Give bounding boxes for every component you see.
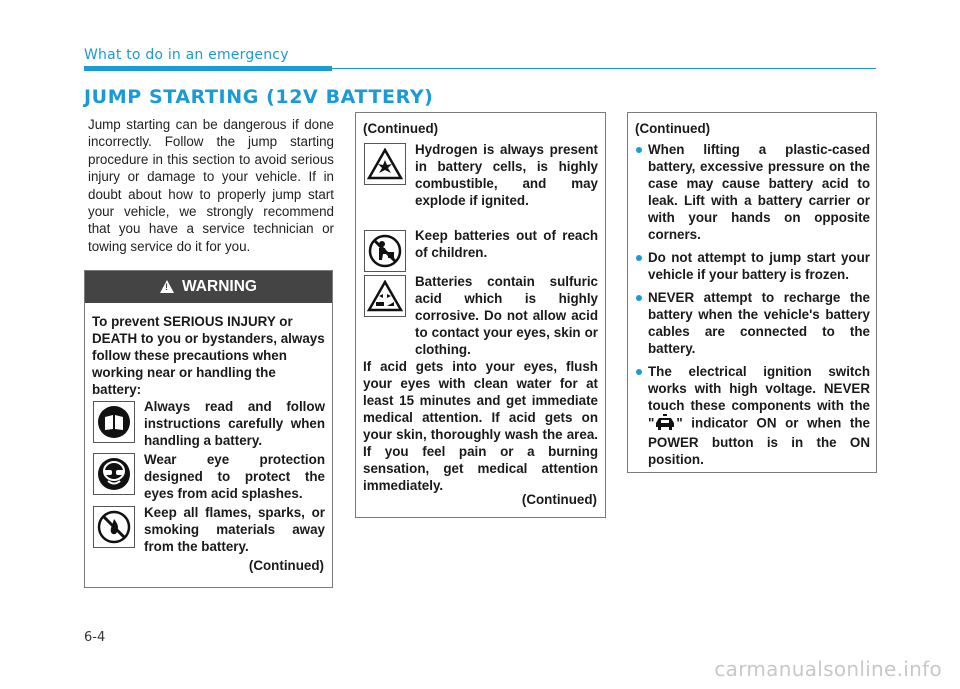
section-label: What to do in an emergency <box>84 47 289 63</box>
warning-item-text: Keep all flames, sparks, or smoking materials away from the battery. <box>144 505 325 554</box>
continued-label: (Continued) <box>363 121 439 136</box>
list-item: NEVER attempt to recharge the battery when the vehicle's battery cables are connected to the battery. <box>635 289 870 357</box>
warning-item-text: Wear eye protection designed to protect the eyes from acid splashes. <box>144 452 325 501</box>
warning-lead: To prevent SERIOUS INJURY or DEATH to you or bystanders, always follow these precautions when working near or handling the battery: <box>92 314 325 397</box>
page-title: JUMP STARTING (12V BATTERY) <box>84 86 434 108</box>
intro-paragraph: Jump starting can be dangerous if done incorrectly. Follow the jump starting procedure in this section to avoid serious injury or damage to your vehicle. If in doubt about how to properly jump start your vehicle, we strongly recommend that you have a service technician or towing service do it for you. <box>88 117 334 254</box>
list-item <box>635 363 870 468</box>
warning-header <box>85 271 332 303</box>
header-rule-thick <box>84 66 332 71</box>
warning-item-text: Hydrogen is always present in battery cells, is highly combustible, and may explode if ignited. <box>415 142 598 208</box>
page-number: 6-4 <box>84 630 106 645</box>
acid-icon <box>364 275 406 317</box>
warning-item-text: Batteries contain sulfuric acid which is highly corrosive. Do not allow acid to contact your eyes, skin or clothing. <box>415 274 598 357</box>
bullet-text-after: " indicator ON or when the POWER button is in the ON position. <box>648 415 870 467</box>
warning-triangle-icon <box>160 280 174 293</box>
no-children-icon <box>364 230 406 272</box>
watermark: carmanualsonline.info <box>714 657 942 681</box>
list-item: When lifting a plastic-cased battery, excessive pressure on the case may cause battery acid to leak. Lift with a battery carrier or with your hands on opposite corners. <box>635 141 870 243</box>
warning-item-text: Always read and follow instructions carefully when handling a battery. <box>144 399 325 448</box>
goggles-icon <box>93 453 135 495</box>
no-flame-icon <box>93 506 135 548</box>
bullet-text-before: The electrical ignition switch works with high voltage. NEVER touch these components with the " <box>648 364 870 431</box>
warning-box-continued-2 <box>627 112 877 473</box>
warning-heading: WARNING <box>182 278 257 295</box>
header-rule-thin <box>332 68 876 69</box>
warning-box-continued <box>355 112 606 518</box>
explosion-icon <box>364 143 406 185</box>
continued-label: (Continued) <box>635 121 711 136</box>
precaution-list <box>635 141 870 474</box>
vehicle-ready-icon <box>654 414 676 434</box>
warning-box <box>84 270 333 588</box>
book-icon <box>93 401 135 443</box>
list-item: Do not attempt to jump start your vehicle if your battery is frozen. <box>635 249 870 283</box>
warning-item-text: Keep batteries out of reach of children. <box>415 228 598 260</box>
continued-label: (Continued) <box>248 558 324 573</box>
continued-label: (Continued) <box>521 492 597 507</box>
acid-first-aid-paragraph: If acid gets into your eyes, flush your eyes with clean water for at least 15 minutes and get immediate medical attention. If acid gets on your skin, thoroughly wash the area. If you feel pain or a burning sensation, get medical attention immediately. <box>363 359 598 493</box>
